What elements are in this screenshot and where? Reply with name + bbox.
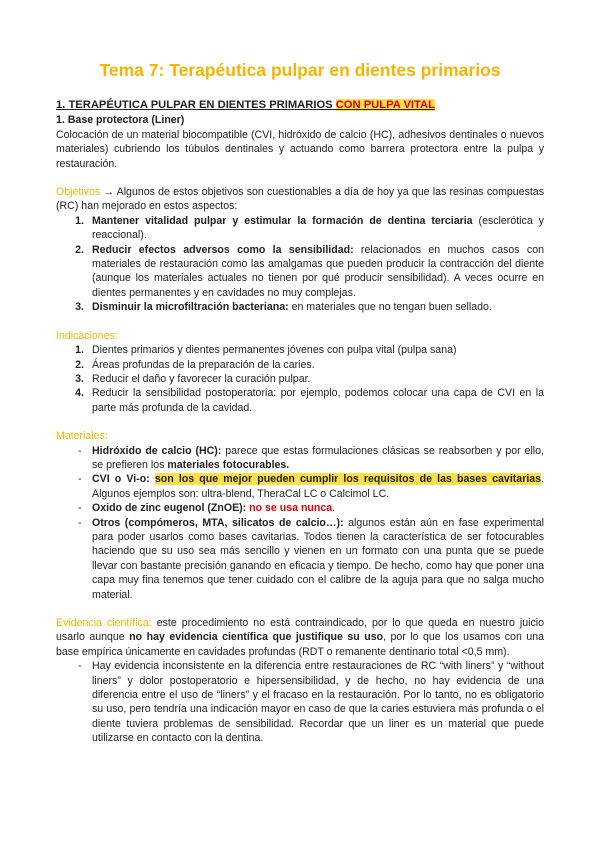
material-text: .: [541, 473, 544, 486]
list-item: [56, 444, 544, 473]
list-item: [56, 343, 544, 357]
evidencia-list: [56, 659, 544, 745]
list-item: [56, 372, 544, 386]
intro-paragraph: Colocación de un material biocompatible (CVI, hidróxido de calcio (HC), adhesivos dentinales o nuevos materiales) cubriendo los túbulos dentinales y actuando como barrera protectora entre la pulpa y restauración.: [56, 128, 544, 170]
section-heading: [56, 98, 544, 112]
section-heading-text: 1. TERAPÉUTICA PULPAR EN DIENTES PRIMARIOS: [56, 99, 336, 111]
list-item: [56, 386, 544, 415]
evidencia-text: , por lo que los usamos con una base empírica únicamente en cavidades profundas (RDT o remanente dentinario total <0,5 mm).: [56, 631, 544, 658]
list-item-text: (esclerótica y reaccional).: [92, 214, 544, 242]
list-number: 3.: [75, 301, 84, 314]
evidencia-emphasis: no hay evidencia científica que justifique su uso: [129, 631, 384, 644]
bullet-dash: -: [78, 444, 82, 457]
bullet-dash: -: [78, 473, 82, 486]
objetivos-paragraph: [56, 185, 544, 214]
list-number: 1.: [75, 344, 84, 357]
list-item: [56, 358, 544, 372]
bullet-dash: -: [78, 502, 82, 515]
evidencia-label: Evidencia científica:: [56, 617, 152, 629]
evidencia-paragraph: [56, 616, 544, 659]
materiales-label: Materiales:: [56, 430, 108, 443]
list-item: [56, 214, 544, 243]
subheading: 1. Base protectora (Liner): [56, 114, 185, 127]
list-item-text: Dientes primarios y dientes permanentes jóvenes con pulpa vital (pulpa sana): [92, 344, 457, 357]
material-warning: no se usa nunca: [246, 502, 333, 515]
list-item-text: Hay evidencia inconsistente en la diferencia entre restauraciones de RC “with liners” y “without liners” y dolor postoperatorio e hipersensibilidad, y de hecho, no hay evidencia de una diferencia entre el uso de “liners” y el fracaso en la restauración. Por lo tanto, no es obligatorio su uso, pero tendría una indicación mayor en caso de que la caries estuviera más profunda o el diente tuviera problemas de sensibilidad. Recordar que un liner es un material que puede utilizarse en contacto con la dentina.: [92, 660, 544, 745]
list-number: 3.: [75, 372, 84, 385]
document-title: Tema 7: Terapéutica pulpar en dientes primarios: [99, 60, 501, 80]
indicaciones-label: Indicaciones:: [56, 329, 118, 342]
bullet-dash: -: [78, 660, 82, 673]
evidencia-text: este procedimiento no está contraindicado, por lo que queda en nuestro juicio usarlo aunque: [56, 617, 544, 644]
list-item-text: relacionados en muchos casos con materiales de restauración como las amalgamas que pueden producir la contracción del diente (aunque los materiales actuales no tienen por qué producir sensibilidad). A veces ocurre en dientes permanentes y en cavidades no muy complejas.: [92, 243, 544, 299]
list-item: [56, 659, 544, 745]
list-item: [56, 472, 544, 501]
material-text: algunos están aún en fase experimental para poder usarlos como bases cavitarias. Todos tienen la característica de ser fotocurables haciendo que su uso sea más sencillo y vienen en un formato con una punta que se puede llevar con bastante precisión ganando en eficacia y tiempo. De hecho, como hay que poner una capa muy fina tenemos que tener cuidado con el calibre de la aguja para que no salga mucho material.: [92, 516, 544, 601]
list-item: [56, 300, 544, 314]
document-body: [56, 98, 544, 746]
material-text: .: [332, 502, 336, 515]
list-item-bold: Disminuir la microfiltración bacteriana:: [92, 301, 289, 314]
list-item-text: Reducir la sensibilidad postoperatoria: por ejemplo, podemos colocar una capa de CVI en la parte más profunda de la cavidad.: [92, 387, 544, 414]
material-text: parece que estas formulaciones clásicas se reabsorben y por ello, se prefieren los: [92, 444, 544, 471]
material-text: Algunos ejemplos son: ultra-blend, TheraCal LC o Calcimol LC.: [92, 487, 390, 500]
material-name: Otros (compómeros, MTA, silicatos de calcio…):: [92, 516, 344, 529]
list-item: [56, 516, 544, 602]
section-heading-highlight: CON PULPA VITAL: [335, 99, 435, 111]
list-item-bold: Mantener vitalidad pulpar y estimular la formación de dentina terciaria: [92, 214, 473, 227]
list-number: 2.: [75, 243, 84, 256]
list-item-bold: Reducir efectos adversos como la sensibilidad:: [92, 243, 354, 256]
list-item-text: en materiales que no tengan buen sellado.: [288, 301, 492, 314]
indicaciones-list: [56, 343, 544, 415]
objetivos-label: Objetivos: [56, 186, 101, 199]
objetivos-intro: → Algunos de estos objetivos son cuestionables a día de hoy ya que las resinas compuestas (RC) han mejorado en estos aspectos:: [56, 186, 544, 213]
list-item-text: Reducir el daño y favorecer la curación pulpar.: [92, 372, 311, 385]
list-number: 1.: [75, 214, 84, 227]
materiales-list: [56, 444, 544, 602]
list-item: [56, 243, 544, 301]
list-number: 4.: [75, 387, 84, 400]
material-highlight: son los que mejor pueden cumplir los requisitos de las bases cavitarias: [154, 473, 542, 486]
material-name: Hidróxido de calcio (HC):: [92, 444, 222, 457]
objetivos-list: [56, 214, 544, 315]
list-item: [56, 501, 544, 515]
material-name: CVI o Vi-o:: [92, 473, 150, 486]
material-name: Oxido de zinc eugenol (ZnOE):: [92, 502, 247, 515]
material-emphasis: materiales fotocurables.: [167, 458, 290, 471]
list-item-text: Áreas profundas de la preparación de la caries.: [92, 358, 315, 371]
list-number: 2.: [75, 358, 84, 371]
bullet-dash: -: [78, 516, 82, 529]
